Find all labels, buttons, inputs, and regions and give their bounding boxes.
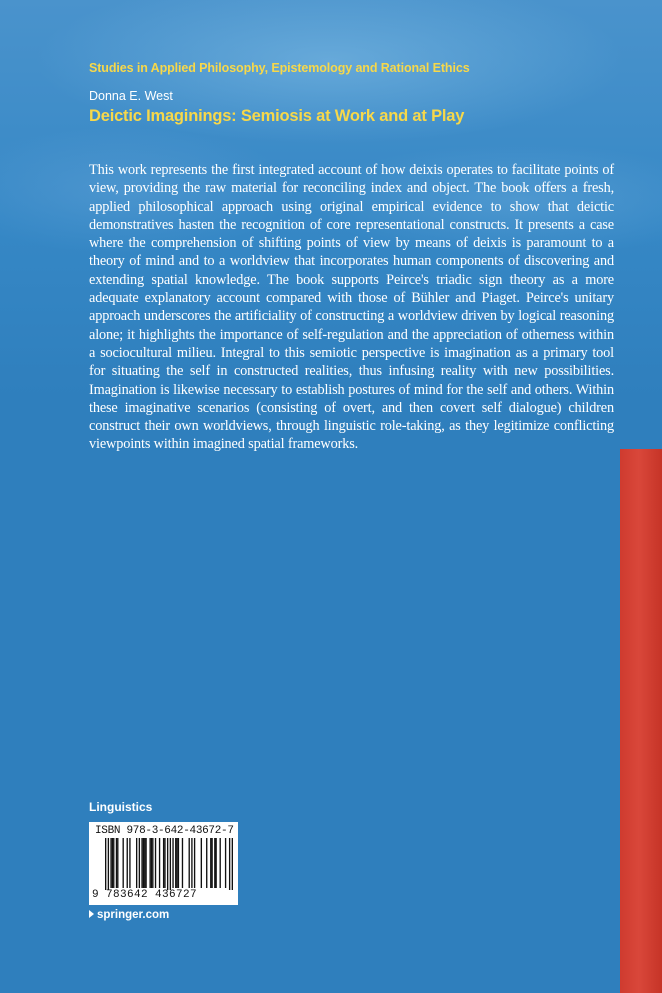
barcode-bar <box>214 838 215 888</box>
barcode-bar <box>151 838 152 888</box>
author-name: Donna E. West <box>89 89 173 103</box>
barcode-bar <box>143 838 144 888</box>
barcode-bar <box>141 838 142 888</box>
barcode-bar <box>206 838 207 888</box>
barcode-bar <box>201 838 202 888</box>
publisher-link[interactable] <box>89 909 169 921</box>
barcode-bar <box>170 838 171 890</box>
barcode-bar <box>189 838 190 888</box>
barcode-bar <box>211 838 212 888</box>
red-edge-strip <box>620 449 662 993</box>
book-description: This work represents the first integrated account of how deixis operates to facilitate points of view, providing the raw material for reconciling index and object. The book offers a fresh, applied philosophical approach using original empirical evidence to show that deictic demonstratives hasten the recognition of core representational constructs. It presents a case where the comprehension of shifting points of view by means of deixis is paramount to a theory of mind and to a worldview that incorporates human components of discovering and extending spatial knowledge. The book supports Peirce's triadic sign theory as a more adequate explanatory account compared with those of Bühler and Piaget. Peirce's unitary approach underscores the artificiality of constructing a worldview driven by logical reasoning alone; it highlights the importance of self-regulation and the appreciation of otherness within a sociocultural milieu. Integral to this semiotic perspective is imagination as a primary tool for situating the self in constructed realities, thus infusing reality with new possibilities. Imagination is likewise necessary to establish postures of mind for the self and others. Within these imaginative scenarios (consisting of overt, and then covert self dialogue) children construct their own worldviews, through linguistic role-taking, as they legitimize conflicting viewpoints within imagined spatial frameworks. <box>89 162 614 453</box>
barcode-bar <box>175 838 176 888</box>
ean-digits: 9 783642 436727 <box>92 889 198 901</box>
barcode-bar <box>136 838 137 888</box>
isbn-label: ISBN 978-3-642-43672-7 <box>95 825 234 837</box>
series-title: Studies in Applied Philosophy, Epistemology and Rational Ethics <box>89 61 470 75</box>
barcode-bar <box>220 838 221 888</box>
barcode-bar <box>232 838 233 890</box>
barcode-bar <box>139 838 140 888</box>
barcode-bar <box>194 838 195 888</box>
barcode-bar <box>163 838 164 888</box>
barcode-bar <box>225 838 226 888</box>
barcode-bar <box>144 838 145 888</box>
barcode-bar <box>117 838 118 888</box>
book-title: Deictic Imaginings: Semiosis at Work and at Play <box>89 107 465 125</box>
barcode-bar <box>176 838 177 888</box>
barcode-bar <box>110 838 111 888</box>
barcode-bar <box>129 838 130 888</box>
barcode-bar <box>127 838 128 888</box>
barcode-bar <box>108 838 109 890</box>
barcode-bar <box>229 838 230 890</box>
barcode-bar <box>116 838 117 888</box>
barcode-bar <box>152 838 153 888</box>
publisher-url: springer.com <box>97 909 170 921</box>
barcode-bar <box>164 838 165 888</box>
barcode-bar <box>149 838 150 888</box>
barcode-bar <box>123 838 124 888</box>
barcode-bar <box>191 838 192 888</box>
barcode-bar <box>215 838 216 888</box>
barcode-icon <box>105 838 233 890</box>
barcode-bar <box>112 838 113 888</box>
barcode-bar <box>159 838 160 888</box>
barcode-bar <box>155 838 156 888</box>
barcode-bar <box>145 838 146 888</box>
barcode-bar <box>167 838 168 890</box>
triangle-arrow-icon <box>89 910 94 918</box>
barcode-bar <box>210 838 211 888</box>
barcode-bar <box>172 838 173 888</box>
barcode-bar <box>182 838 183 888</box>
isbn-barcode-box <box>89 822 238 905</box>
subject-category: Linguistics <box>89 800 153 814</box>
barcode-bar <box>178 838 179 888</box>
barcode-bar <box>113 838 114 888</box>
barcode-bar <box>105 838 106 890</box>
